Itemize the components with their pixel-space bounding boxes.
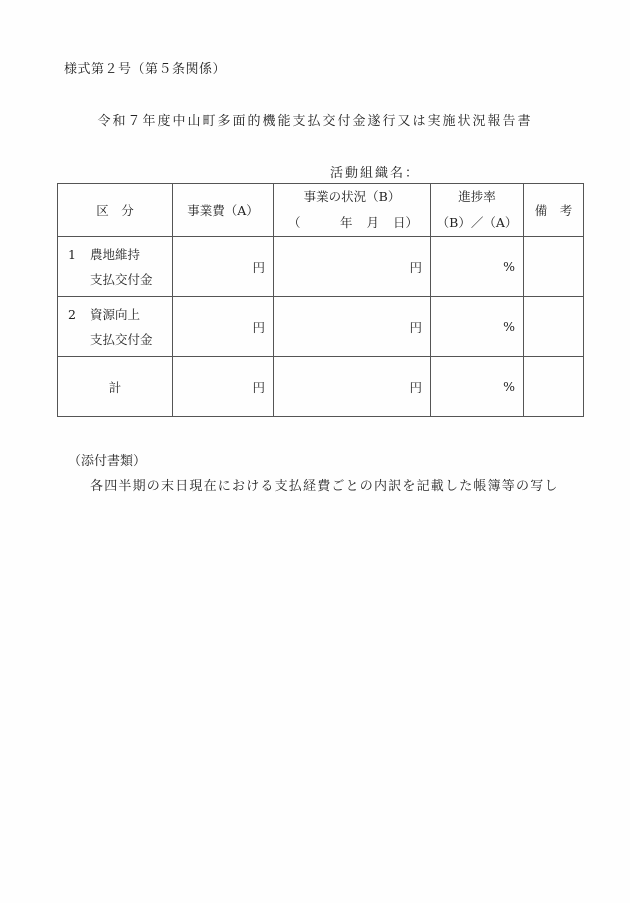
progress-rate-cell[interactable]: % <box>431 237 524 297</box>
form-number: 様式第２号（第５条関係） <box>64 62 227 77</box>
row-category: 1 農地維持 支払交付金 <box>58 237 173 297</box>
header-category: 区 分 <box>58 184 173 237</box>
total-label: 計 <box>58 357 173 417</box>
progress-rate-cell[interactable]: % <box>431 297 524 357</box>
table-header-row <box>58 184 584 237</box>
report-table <box>57 183 584 417</box>
document-title: 令和７年度中山町多面的機能支払交付金遂行又は実施状況報告書 <box>97 114 533 129</box>
attachments-text: 各四半期の末日現在における支払経費ごとの内訳を記載した帳簿等の写し <box>90 479 559 494</box>
remarks-cell[interactable] <box>524 237 584 297</box>
table-total-row <box>58 357 584 417</box>
table-row <box>58 237 584 297</box>
table-row <box>58 297 584 357</box>
organization-name-label: 活動組織名： <box>330 166 421 181</box>
total-progress-rate-cell[interactable]: % <box>431 357 524 417</box>
header-remarks: 備 考 <box>524 184 584 237</box>
project-cost-cell[interactable]: 円 <box>173 237 274 297</box>
total-remarks-cell[interactable] <box>524 357 584 417</box>
project-cost-cell[interactable]: 円 <box>173 297 274 357</box>
remarks-cell[interactable] <box>524 297 584 357</box>
header-project-status <box>274 184 431 237</box>
total-project-status-cell[interactable]: 円 <box>274 357 431 417</box>
status-date: （ 年 月 日） <box>288 215 418 230</box>
header-progress-rate: 進捗率 （B）／（A） <box>431 184 524 237</box>
status-heading: 事業の状況（B） <box>303 189 401 204</box>
project-status-cell[interactable]: 円 <box>274 237 431 297</box>
header-project-cost: 事業費（A） <box>173 184 274 237</box>
total-project-cost-cell[interactable]: 円 <box>173 357 274 417</box>
attachments-heading: （添付書類） <box>68 454 147 469</box>
row-category: 2 資源向上 支払交付金 <box>58 297 173 357</box>
project-status-cell[interactable]: 円 <box>274 297 431 357</box>
